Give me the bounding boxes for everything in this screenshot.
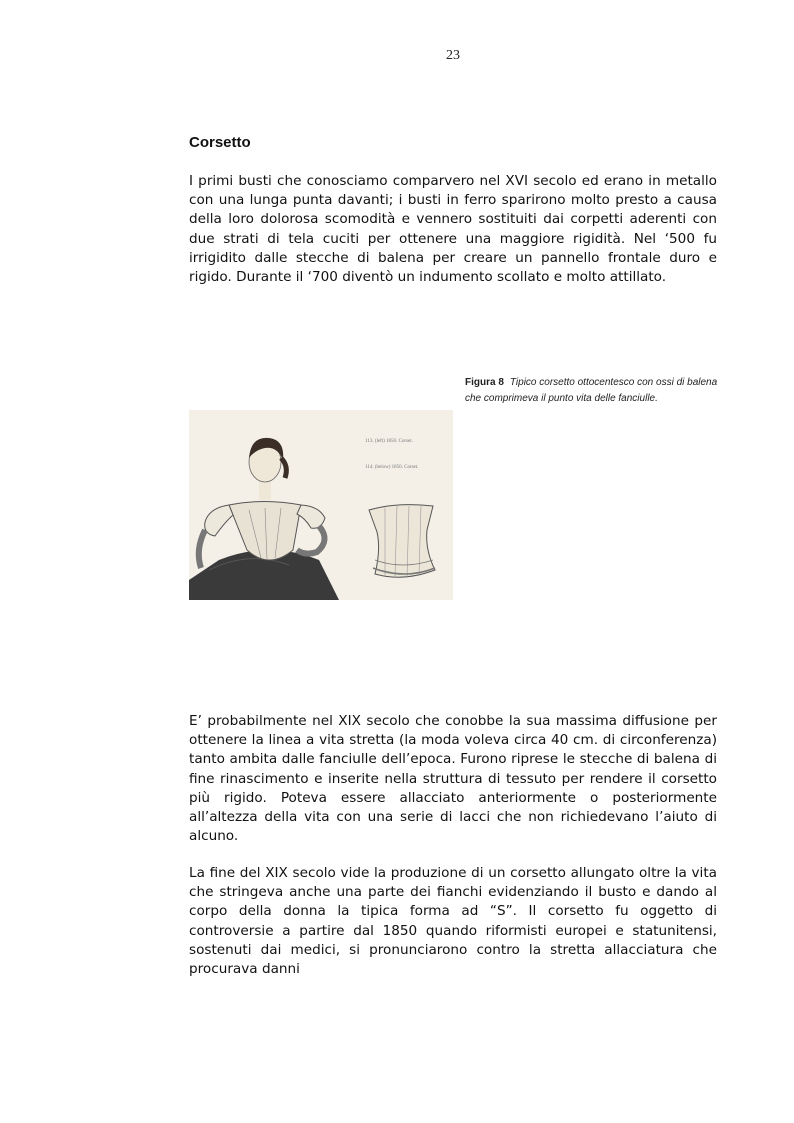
- figure-label: Figura 8: [465, 377, 504, 388]
- engraving-label-2: 114. (below) 1850. Corset.: [365, 465, 419, 470]
- corset-engraving-illustration: [189, 410, 453, 600]
- figure-caption-text: Tipico corsetto ottocentesco con ossi di balena che comprimeva il punto vita delle fanciulle.: [465, 377, 718, 404]
- figure-caption: [465, 375, 735, 407]
- corset-engraving-figure: [189, 410, 453, 600]
- paragraph-late-xix-century: La fine del XIX secolo vide la produzione di un corsetto allungato oltre la vita che stringeva anche una parte dei fianchi evidenziando il busto e dando al corpo della donna la tipica forma ad “S”. Il corsetto fu oggetto di controversie a partire dal 1850 quando riformisti europei e statunitensi, sostenuti dai medici, si pronunciarono contro la stretta allacciatura che procurava danni: [189, 865, 717, 978]
- page-number: 23: [446, 48, 460, 63]
- paragraph-intro: I primi busti che conosciamo comparvero nel XVI secolo ed erano in metallo con una lunga punta davanti; i busti in ferro sparirono molto presto a causa della loro dolorosa scomodità e vennero sostituiti dai corpetti aderenti con due strati di tela cuciti per ottenere una maggiore rigidità. Nel ‘500 fu irrigidito dalle stecche di balena per creare un pannello frontale duro e rigido. Durante il ‘700 diventò un indumento scollato e molto attillato.: [189, 173, 717, 286]
- paragraph-xix-century: E’ probabilmente nel XIX secolo che conobbe la sua massima diffusione per ottenere la linea a vita stretta (la moda voleva circa 40 cm. di circonferenza) tanto ambita dalle fanciulle dell’epoca. Furono riprese le stecche di balena di fine rinascimento e inserite nella struttura di tessuto per rendere il corsetto più rigido. Poteva essere allacciato anteriormente o posteriormente all’altezza della vita con una serie di lacci che non richiedevano l’aiuto di alcuno.: [189, 713, 717, 845]
- section-title: Corsetto: [189, 134, 251, 151]
- engraving-label-1: 113. (left) 1850. Corset.: [365, 439, 413, 444]
